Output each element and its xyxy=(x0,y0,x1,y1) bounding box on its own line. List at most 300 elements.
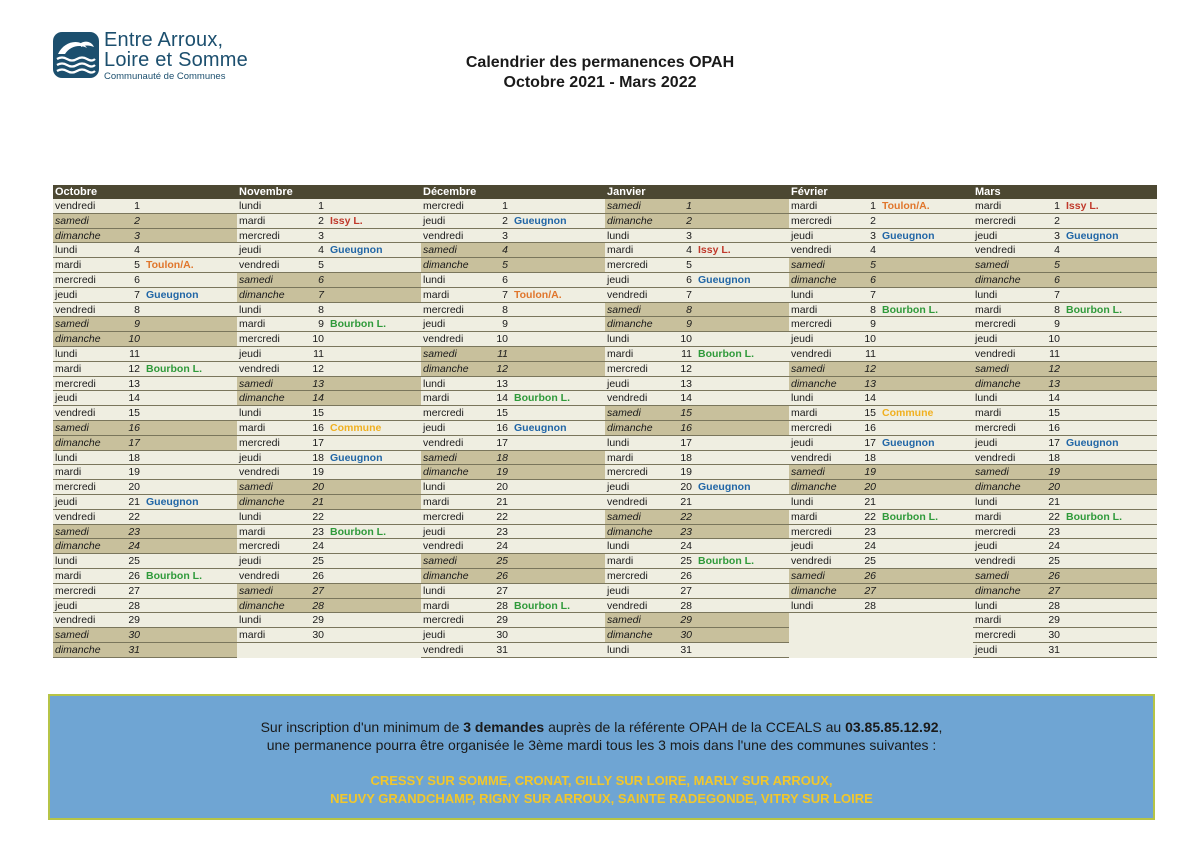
weekday-name: samedi xyxy=(239,273,273,286)
day-row xyxy=(237,525,421,540)
day-number: 26 xyxy=(312,569,324,582)
day-number: 25 xyxy=(128,555,140,568)
day-number: 23 xyxy=(864,525,876,538)
day-number: 1 xyxy=(502,200,508,212)
day-row xyxy=(605,362,789,377)
day-number: 4 xyxy=(1054,244,1060,257)
weekday-name: lundi xyxy=(239,407,262,420)
weekday-name: lundi xyxy=(423,481,446,494)
day-row xyxy=(53,288,237,303)
permanence-location xyxy=(879,465,973,479)
weekday-name: vendredi xyxy=(607,392,648,405)
day-row xyxy=(789,406,973,421)
day-number: 31 xyxy=(128,643,140,656)
weekday-name: lundi xyxy=(975,599,998,612)
permanence-location xyxy=(143,214,237,228)
day-number: 23 xyxy=(496,525,508,538)
weekday-name: mardi xyxy=(607,244,634,257)
day-row xyxy=(53,303,237,318)
weekday-name: samedi xyxy=(975,362,1009,375)
permanence-location xyxy=(143,480,237,494)
day-row xyxy=(421,613,605,628)
day-row xyxy=(789,436,973,451)
weekday-name: jeudi xyxy=(55,495,78,508)
weekday-name: samedi xyxy=(55,421,89,434)
weekday-name: samedi xyxy=(423,451,457,464)
permanence-location xyxy=(1063,273,1157,287)
day-row xyxy=(421,569,605,584)
towns-line-1: CRESSY SUR SOMME, CRONAT, GILLY SUR LOIRE, MARLY SUR ARROUX, xyxy=(370,773,833,788)
weekday-name: mardi xyxy=(791,407,818,420)
weekday-name: jeudi xyxy=(975,229,998,242)
weekday-name: jeudi xyxy=(607,377,630,390)
day-row xyxy=(789,303,973,318)
day-row xyxy=(789,510,973,525)
day-row xyxy=(973,303,1157,318)
permanence-location xyxy=(879,451,973,465)
day-row xyxy=(973,391,1157,406)
permanence-location xyxy=(695,288,789,302)
day-number: 6 xyxy=(318,273,324,286)
weekday-name: samedi xyxy=(55,318,89,331)
day-number: 11 xyxy=(313,347,324,360)
permanence-location: Commune xyxy=(330,421,382,434)
day-number: 9 xyxy=(502,318,508,331)
day-row xyxy=(973,288,1157,303)
permanence-location xyxy=(1063,569,1157,583)
permanence-location xyxy=(879,421,973,435)
permanence-location xyxy=(327,199,421,213)
weekday-name: jeudi xyxy=(55,288,78,301)
day-row xyxy=(605,391,789,406)
weekday-name: jeudi xyxy=(239,244,262,257)
day-row xyxy=(53,643,237,658)
permanence-location: Toulon/A. xyxy=(514,288,562,301)
weekday-name: dimanche xyxy=(239,288,285,301)
weekday-name: jeudi xyxy=(423,318,446,331)
day-row xyxy=(605,214,789,229)
weekday-name: vendredi xyxy=(55,200,96,212)
permanence-location xyxy=(695,229,789,243)
permanence-location xyxy=(1063,525,1157,539)
day-number: 5 xyxy=(502,259,508,272)
permanence-location xyxy=(327,510,421,524)
day-number: 5 xyxy=(134,259,140,272)
day-number: 7 xyxy=(502,288,508,301)
day-number: 27 xyxy=(128,584,140,597)
permanence-location xyxy=(1063,465,1157,479)
weekday-name: samedi xyxy=(239,377,273,390)
day-number: 6 xyxy=(870,273,876,286)
day-row xyxy=(421,643,605,658)
day-row xyxy=(605,347,789,362)
day-number: 14 xyxy=(680,392,692,405)
day-row xyxy=(421,599,605,614)
month-header: Janvier xyxy=(605,185,789,199)
weekday-name: mercredi xyxy=(975,525,1016,538)
calendar-grid xyxy=(53,185,1157,658)
day-row xyxy=(53,214,237,229)
day-row xyxy=(789,569,973,584)
day-number: 16 xyxy=(128,421,140,434)
permanence-location xyxy=(327,229,421,243)
permanence-location xyxy=(143,465,237,479)
weekday-name: vendredi xyxy=(423,540,464,553)
info-line-2: une permanence pourra être organisée le 3ème mardi tous les 3 mois dans l'une des communes suivantes : xyxy=(266,737,937,753)
weekday-name: samedi xyxy=(423,244,457,257)
day-number: 25 xyxy=(680,555,692,568)
day-row xyxy=(973,613,1157,628)
day-row xyxy=(789,525,973,540)
permanence-location: Gueugnon xyxy=(514,421,567,434)
day-number: 24 xyxy=(496,540,508,553)
permanence-location xyxy=(695,258,789,272)
day-number: 30 xyxy=(128,629,140,642)
permanence-location: Gueugnon xyxy=(882,229,935,242)
day-number: 28 xyxy=(312,599,324,612)
permanence-location xyxy=(327,258,421,272)
weekday-name: lundi xyxy=(423,584,446,597)
permanence-location: Issy L. xyxy=(698,244,731,257)
weekday-name: jeudi xyxy=(607,273,630,286)
permanence-location xyxy=(1063,214,1157,228)
weekday-name: vendredi xyxy=(55,407,96,420)
day-number: 6 xyxy=(502,273,508,286)
day-row xyxy=(237,273,421,288)
towns-line-2: NEUVY GRANDCHAMP, RIGNY SUR ARROUX, SAINTE RADEGONDE, VITRY SUR LOIRE xyxy=(330,791,873,806)
day-row xyxy=(237,317,421,332)
permanence-location xyxy=(327,465,421,479)
permanence-location xyxy=(511,229,605,243)
day-number: 29 xyxy=(312,614,324,627)
weekday-name: mardi xyxy=(975,614,1002,627)
day-number: 24 xyxy=(128,540,140,553)
permanence-location xyxy=(695,436,789,450)
permanence-location xyxy=(1063,495,1157,509)
day-number: 25 xyxy=(312,555,324,568)
permanence-location: Bourbon L. xyxy=(882,303,938,316)
permanence-location xyxy=(143,451,237,465)
day-row xyxy=(605,258,789,273)
weekday-name: jeudi xyxy=(423,421,446,434)
weekday-name: mardi xyxy=(423,392,450,405)
day-number: 3 xyxy=(318,229,324,242)
weekday-name: mardi xyxy=(975,200,1002,212)
day-number: 5 xyxy=(686,259,692,272)
permanence-location xyxy=(1063,288,1157,302)
day-row xyxy=(973,273,1157,288)
day-number: 25 xyxy=(496,555,508,568)
month-header: Mars xyxy=(973,185,1157,199)
permanence-location xyxy=(143,628,237,642)
weekday-name: jeudi xyxy=(975,643,998,656)
day-row xyxy=(237,406,421,421)
day-number: 17 xyxy=(496,436,508,449)
weekday-name: jeudi xyxy=(791,436,814,449)
day-row xyxy=(605,406,789,421)
permanence-location xyxy=(143,229,237,243)
weekday-name: samedi xyxy=(975,259,1009,272)
weekday-name: vendredi xyxy=(791,347,832,360)
weekday-name: mercredi xyxy=(55,273,96,286)
permanence-location xyxy=(143,584,237,598)
permanence-location xyxy=(879,539,973,553)
weekday-name: mercredi xyxy=(791,525,832,538)
day-number: 14 xyxy=(1048,392,1060,405)
day-row xyxy=(973,599,1157,614)
permanence-location xyxy=(1063,584,1157,598)
day-row xyxy=(605,229,789,244)
day-number: 8 xyxy=(134,303,140,316)
day-number: 21 xyxy=(128,495,140,508)
day-number: 16 xyxy=(680,421,692,434)
day-number: 12 xyxy=(312,362,324,375)
day-number: 13 xyxy=(128,377,140,390)
day-row xyxy=(421,214,605,229)
permanence-location xyxy=(327,613,421,627)
day-number: 14 xyxy=(312,392,324,405)
day-row xyxy=(973,554,1157,569)
day-row xyxy=(605,643,789,658)
day-row xyxy=(605,332,789,347)
day-row xyxy=(789,199,973,214)
permanence-location: Gueugnon xyxy=(698,273,751,286)
permanence-location xyxy=(1063,362,1157,376)
permanence-location xyxy=(695,510,789,524)
weekday-name: samedi xyxy=(55,629,89,642)
permanence-location xyxy=(511,258,605,272)
permanence-location xyxy=(879,332,973,346)
day-number: 10 xyxy=(680,333,692,346)
weekday-name: jeudi xyxy=(239,347,262,360)
day-row xyxy=(237,214,421,229)
weekday-name: vendredi xyxy=(239,569,280,582)
day-row xyxy=(237,243,421,258)
day-row xyxy=(53,495,237,510)
day-row xyxy=(53,362,237,377)
permanence-location: Bourbon L. xyxy=(514,599,570,612)
day-number: 18 xyxy=(864,451,876,464)
weekday-name: mardi xyxy=(239,525,266,538)
day-number: 13 xyxy=(680,377,692,390)
day-number: 17 xyxy=(312,436,324,449)
permanence-location: Toulon/A. xyxy=(146,259,194,272)
permanence-location xyxy=(1063,406,1157,420)
day-row xyxy=(605,569,789,584)
day-number: 19 xyxy=(496,466,508,479)
day-number: 20 xyxy=(128,481,140,494)
day-number: 3 xyxy=(502,229,508,242)
permanence-location xyxy=(143,347,237,361)
weekday-name: lundi xyxy=(607,643,630,656)
weekday-name: mardi xyxy=(607,555,634,568)
day-number: 6 xyxy=(1054,273,1060,286)
empty-row xyxy=(789,613,973,628)
day-number: 11 xyxy=(681,347,692,360)
day-row xyxy=(973,569,1157,584)
day-row xyxy=(605,465,789,480)
day-row xyxy=(237,539,421,554)
day-row xyxy=(53,436,237,451)
day-number: 2 xyxy=(1054,214,1060,227)
weekday-name: dimanche xyxy=(791,377,837,390)
permanence-location xyxy=(511,628,605,642)
permanence-location xyxy=(879,258,973,272)
weekday-name: lundi xyxy=(239,510,262,523)
day-number: 18 xyxy=(680,451,692,464)
weekday-name: lundi xyxy=(239,614,262,627)
weekday-name: vendredi xyxy=(975,347,1016,360)
permanence-location xyxy=(511,569,605,583)
day-row xyxy=(973,258,1157,273)
day-number: 8 xyxy=(318,303,324,316)
weekday-name: mercredi xyxy=(607,569,648,582)
day-row xyxy=(421,258,605,273)
day-row xyxy=(421,317,605,332)
month-column xyxy=(237,185,421,658)
day-number: 15 xyxy=(1048,407,1060,420)
permanence-location: Gueugnon xyxy=(1066,436,1119,449)
weekday-name: samedi xyxy=(791,569,825,582)
day-row xyxy=(973,628,1157,643)
weekday-name: dimanche xyxy=(239,495,285,508)
day-number: 19 xyxy=(312,466,324,479)
weekday-name: lundi xyxy=(239,200,262,212)
day-row xyxy=(237,613,421,628)
weekday-name: mercredi xyxy=(423,407,464,420)
weekday-name: mercredi xyxy=(791,318,832,331)
day-row xyxy=(237,451,421,466)
weekday-name: dimanche xyxy=(55,229,101,242)
weekday-name: mardi xyxy=(791,303,818,316)
day-row xyxy=(53,451,237,466)
day-row xyxy=(237,288,421,303)
day-number: 13 xyxy=(496,377,508,390)
day-number: 24 xyxy=(680,540,692,553)
day-row xyxy=(53,613,237,628)
weekday-name: dimanche xyxy=(423,569,469,582)
permanence-location xyxy=(695,643,789,657)
day-row xyxy=(605,495,789,510)
permanence-location xyxy=(879,362,973,376)
weekday-name: lundi xyxy=(239,303,262,316)
day-number: 20 xyxy=(680,481,692,494)
info-text: auprès de la référente OPAH de la CCEALS au xyxy=(544,719,846,735)
weekday-name: vendredi xyxy=(239,362,280,375)
day-row xyxy=(605,584,789,599)
month-column xyxy=(421,185,605,658)
weekday-name: lundi xyxy=(607,333,630,346)
weekday-name: samedi xyxy=(607,200,641,212)
weekday-name: mardi xyxy=(55,466,82,479)
day-number: 22 xyxy=(312,510,324,523)
day-number: 13 xyxy=(1048,377,1060,390)
day-row xyxy=(973,436,1157,451)
permanence-location xyxy=(1063,347,1157,361)
permanence-location: Toulon/A. xyxy=(882,200,930,212)
day-number: 21 xyxy=(864,495,876,508)
permanence-location: Issy L. xyxy=(1066,200,1099,212)
day-number: 10 xyxy=(312,333,324,346)
weekday-name: dimanche xyxy=(607,421,653,434)
day-row xyxy=(237,599,421,614)
weekday-name: dimanche xyxy=(239,599,285,612)
permanence-location xyxy=(327,273,421,287)
day-row xyxy=(789,421,973,436)
weekday-name: mardi xyxy=(55,362,82,375)
weekday-name: dimanche xyxy=(607,318,653,331)
day-number: 7 xyxy=(1054,288,1060,301)
phone-number: 03.85.85.12.92 xyxy=(845,719,939,735)
weekday-name: samedi xyxy=(791,466,825,479)
weekday-name: lundi xyxy=(423,273,446,286)
weekday-name: lundi xyxy=(791,288,814,301)
permanence-location: Bourbon L. xyxy=(1066,303,1122,316)
day-number: 23 xyxy=(128,525,140,538)
permanence-location xyxy=(1063,613,1157,627)
permanence-location xyxy=(143,510,237,524)
weekday-name: mercredi xyxy=(239,333,280,346)
day-number: 2 xyxy=(134,214,140,227)
weekday-name: jeudi xyxy=(791,333,814,346)
weekday-name: samedi xyxy=(239,481,273,494)
logo-line-2: Loire et Somme xyxy=(104,49,248,71)
weekday-name: mardi xyxy=(239,629,266,642)
day-number: 18 xyxy=(312,451,324,464)
permanence-location xyxy=(879,569,973,583)
day-row xyxy=(789,229,973,244)
permanence-location: Bourbon L. xyxy=(330,525,386,538)
day-row xyxy=(789,391,973,406)
permanence-location xyxy=(327,599,421,613)
day-row xyxy=(789,288,973,303)
weekday-name: jeudi xyxy=(791,229,814,242)
weekday-name: mercredi xyxy=(607,259,648,272)
day-row xyxy=(53,258,237,273)
weekday-name: mercredi xyxy=(239,436,280,449)
permanence-location xyxy=(695,465,789,479)
day-row xyxy=(973,643,1157,658)
day-row xyxy=(789,332,973,347)
day-number: 28 xyxy=(864,599,876,612)
permanence-location xyxy=(695,317,789,331)
day-row xyxy=(237,303,421,318)
day-row xyxy=(53,628,237,643)
permanence-location xyxy=(143,539,237,553)
day-row xyxy=(973,495,1157,510)
day-number: 3 xyxy=(1054,229,1060,242)
permanence-location xyxy=(511,584,605,598)
day-row xyxy=(421,510,605,525)
day-number: 19 xyxy=(864,466,876,479)
weekday-name: mercredi xyxy=(423,510,464,523)
day-row xyxy=(237,510,421,525)
day-row xyxy=(605,525,789,540)
day-row xyxy=(421,465,605,480)
weekday-name: lundi xyxy=(607,436,630,449)
empty-row xyxy=(789,643,973,658)
weekday-name: vendredi xyxy=(55,510,96,523)
weekday-name: mardi xyxy=(975,303,1002,316)
day-number: 14 xyxy=(496,392,508,405)
day-number: 14 xyxy=(864,392,876,405)
month-column xyxy=(789,185,973,658)
permanence-location xyxy=(511,451,605,465)
day-number: 8 xyxy=(870,303,876,316)
permanence-location xyxy=(143,332,237,346)
permanence-location xyxy=(1063,317,1157,331)
weekday-name: mardi xyxy=(55,569,82,582)
